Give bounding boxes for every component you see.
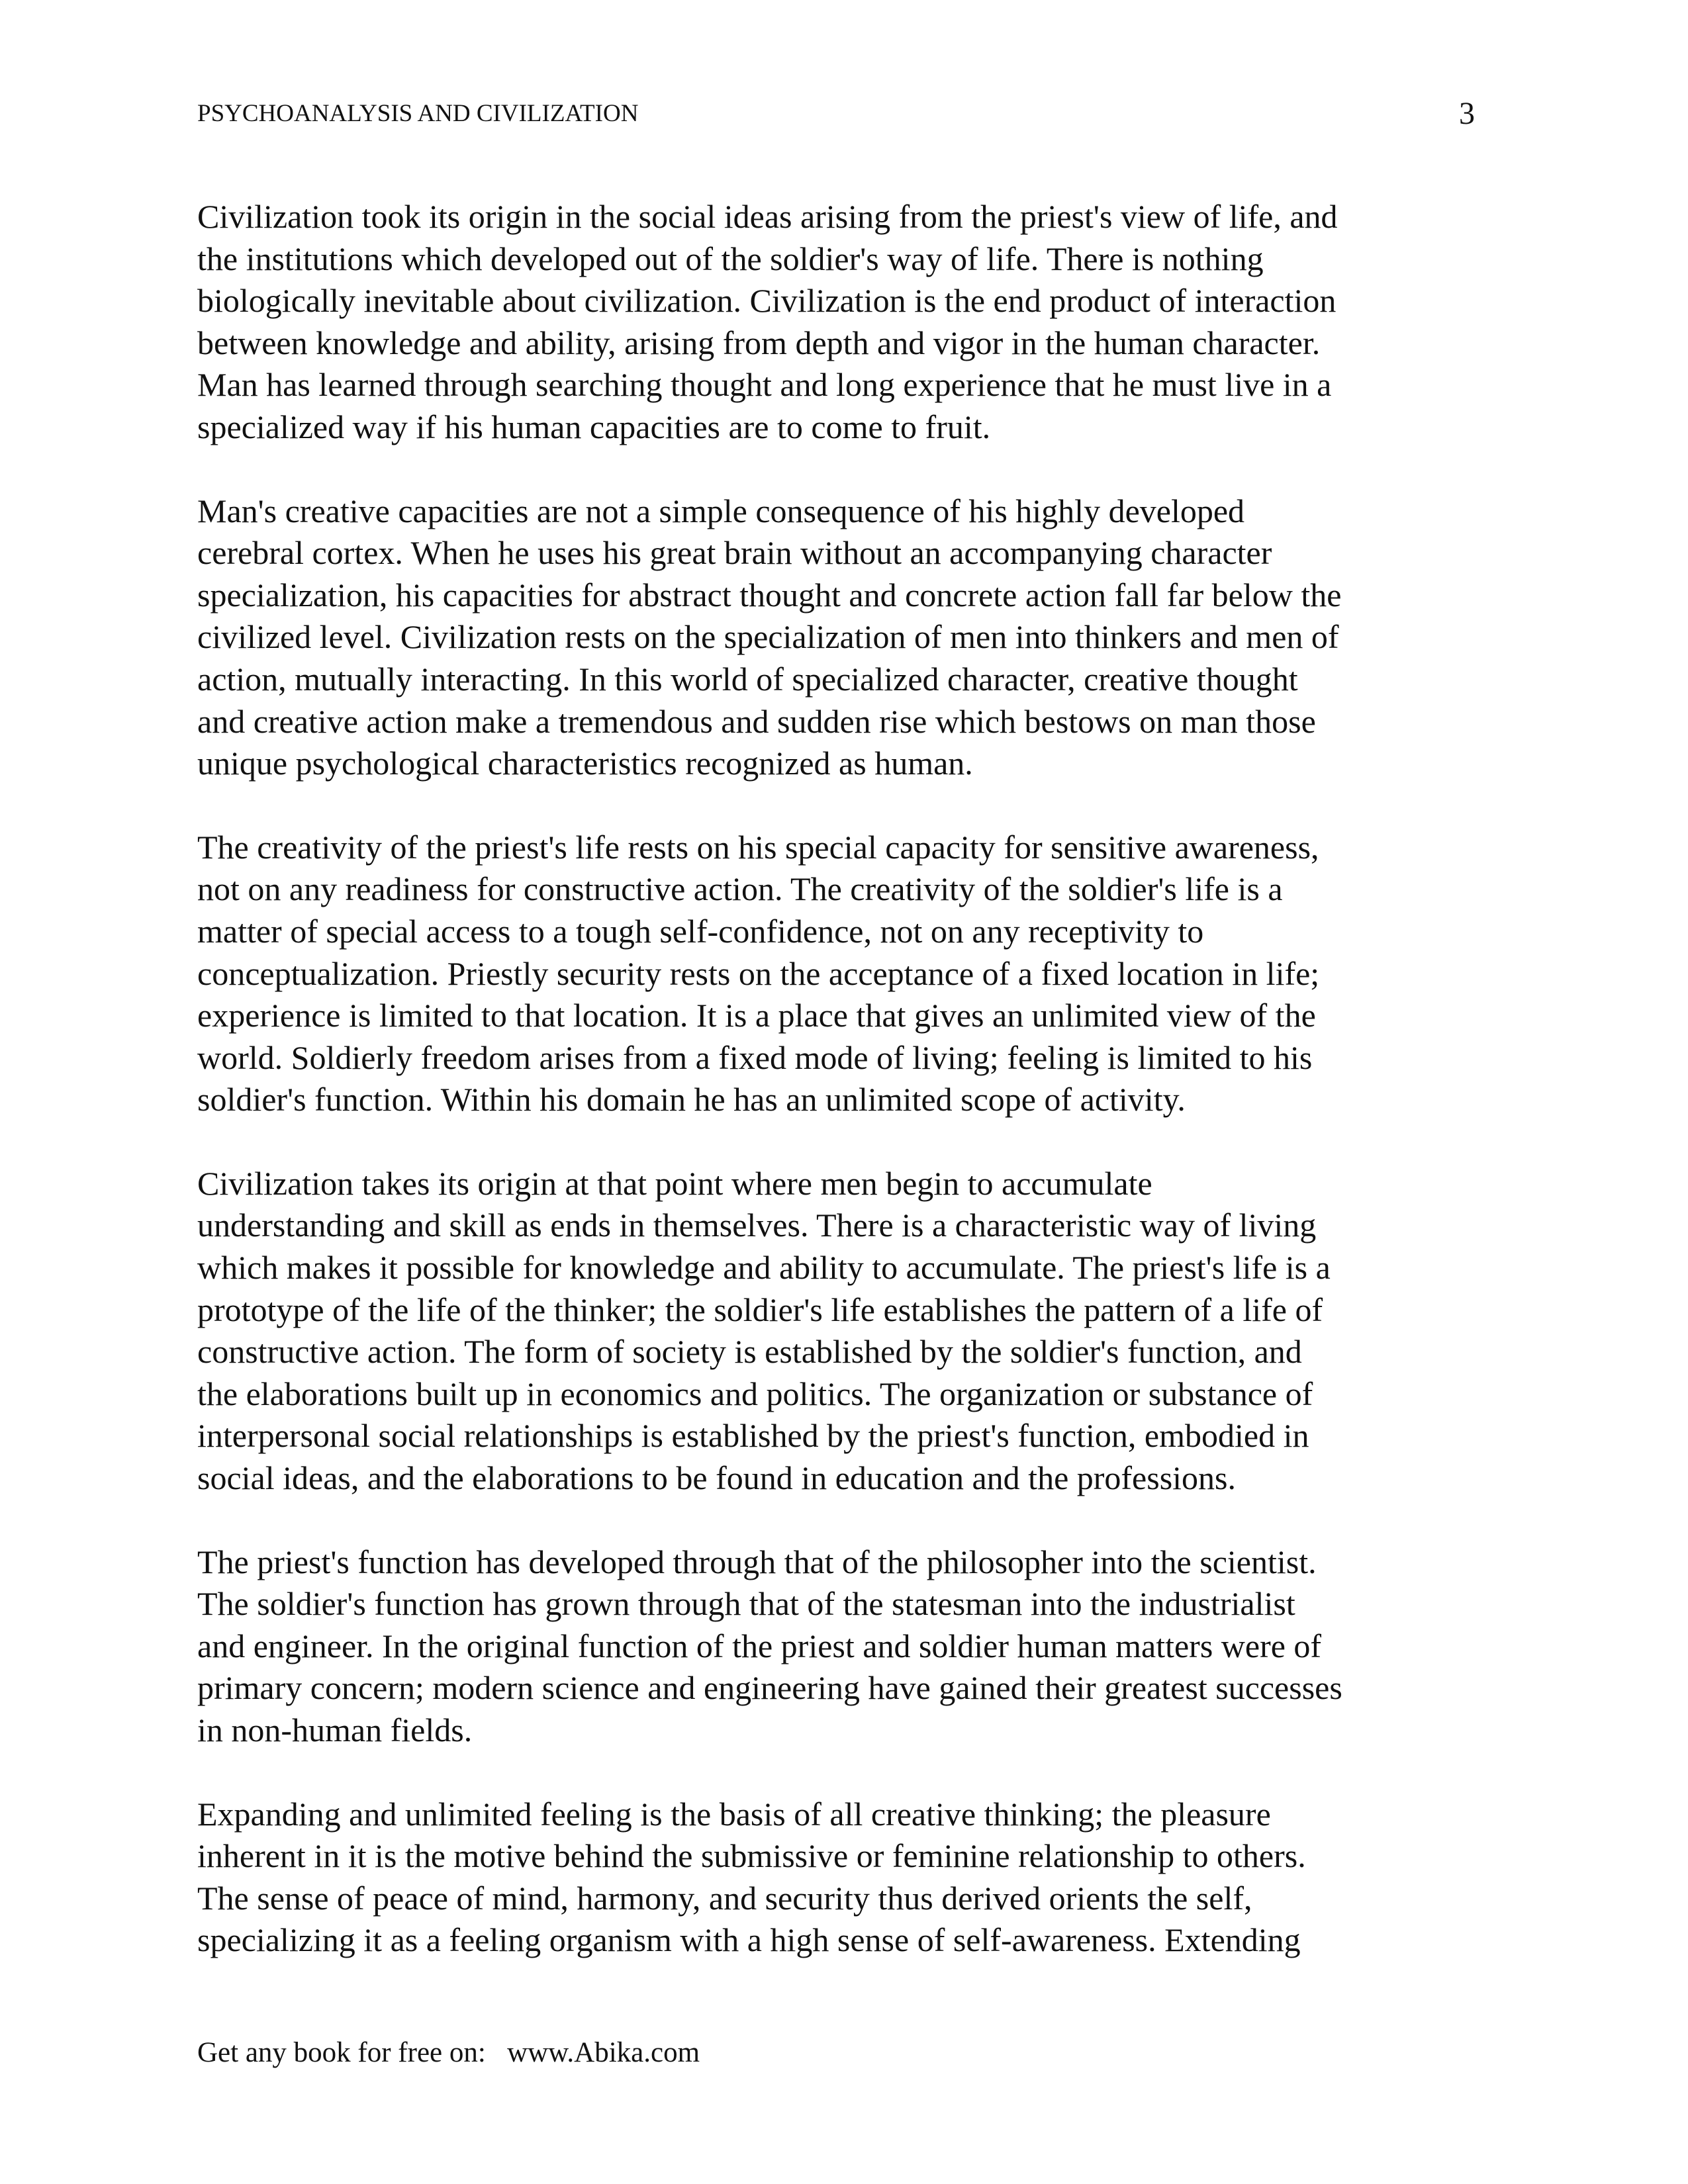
text-line: Civilization takes its origin at that point where men begin to accumulate: [197, 1164, 1152, 1202]
text-line: primary concern; modern science and engineering have gained their greatest successes: [197, 1669, 1342, 1707]
text-line: biologically inevitable about civilization. Civilization is the end product of interaction: [197, 282, 1336, 320]
paragraph: [197, 827, 1481, 1121]
text-line: and creative action make a tremendous and sudden rise which bestows on man those: [197, 702, 1316, 740]
text-line: matter of special access to a tough self-confidence, not on any receptivity to: [197, 912, 1204, 950]
text-line: understanding and skill as ends in themselves. There is a characteristic way of living: [197, 1206, 1317, 1244]
text-line: specialized way if his human capacities are to come to fruit.: [197, 408, 991, 445]
text-line: Civilization took its origin in the social ideas arising from the priest's view of life, and: [197, 198, 1338, 235]
page-number: 3: [1459, 96, 1475, 131]
text-line: in non-human fields.: [197, 1711, 473, 1749]
text-line: The sense of peace of mind, harmony, and security thus derived orients the self,: [197, 1879, 1252, 1917]
text-line: between knowledge and ability, arising from depth and vigor in the human character.: [197, 324, 1321, 361]
text-line: which makes it possible for knowledge and ability to accumulate. The priest's life is a: [197, 1249, 1331, 1287]
text-line: social ideas, and the elaborations to be found in education and the professions.: [197, 1459, 1237, 1497]
text-line: The soldier's function has grown through that of the statesman into the industrialist: [197, 1585, 1295, 1623]
paragraph: [197, 1163, 1481, 1500]
paragraph: [197, 196, 1481, 449]
text-line: Expanding and unlimited feeling is the basis of all creative thinking; the pleasure: [197, 1795, 1271, 1833]
paragraph: [197, 1794, 1481, 1962]
text-line: action, mutually interacting. In this world of specialized character, creative thought: [197, 660, 1298, 698]
text-line: specializing it as a feeling organism with a high sense of self-awareness. Extending: [197, 1921, 1301, 1959]
footer-text: Get any book for free on: www.Abika.com: [197, 2037, 700, 2068]
paragraph: [197, 490, 1481, 785]
text-line: The creativity of the priest's life rests on his special capacity for sensitive awareness,: [197, 828, 1319, 866]
body-text: [197, 196, 1481, 2003]
text-line: world. Soldierly freedom arises from a fixed mode of living; feeling is limited to his: [197, 1038, 1313, 1076]
text-line: inherent in it is the motive behind the submissive or feminine relationship to others.: [197, 1837, 1306, 1875]
text-line: not on any readiness for constructive action. The creativity of the soldier's life is a: [197, 870, 1283, 908]
text-line: constructive action. The form of society is established by the soldier's function, and: [197, 1333, 1302, 1371]
text-line: conceptualization. Priestly security rests on the acceptance of a fixed location in life;: [197, 954, 1320, 992]
text-line: specialization, his capacities for abstract thought and concrete action fall far below the: [197, 576, 1342, 614]
text-line: the institutions which developed out of the soldier's way of life. There is nothing: [197, 240, 1264, 277]
text-line: soldier's function. Within his domain he has an unlimited scope of activity.: [197, 1081, 1186, 1118]
text-line: Man has learned through searching thought and long experience that he must live in a: [197, 366, 1332, 404]
text-line: The priest's function has developed through that of the philosopher into the scientist.: [197, 1543, 1317, 1580]
text-line: Man's creative capacities are not a simple consequence of his highly developed: [197, 492, 1245, 529]
text-line: cerebral cortex. When he uses his great brain without an accompanying character: [197, 534, 1272, 572]
running-title: PSYCHOANALYSIS AND CIVILIZATION: [197, 100, 639, 127]
text-line: and engineer. In the original function of the priest and soldier human matters were of: [197, 1627, 1322, 1664]
text-line: the elaborations built up in economics and politics. The organization or substance of: [197, 1375, 1313, 1412]
paragraph: [197, 1541, 1481, 1752]
text-line: experience is limited to that location. It is a place that gives an unlimited view of the: [197, 997, 1316, 1034]
text-line: civilized level. Civilization rests on the specialization of men into thinkers and men of: [197, 618, 1339, 656]
text-line: interpersonal social relationships is established by the priest's function, embodied in: [197, 1417, 1309, 1455]
text-line: unique psychological characteristics recognized as human.: [197, 745, 973, 782]
text-line: prototype of the life of the thinker; the soldier's life establishes the pattern of a life of: [197, 1291, 1323, 1328]
